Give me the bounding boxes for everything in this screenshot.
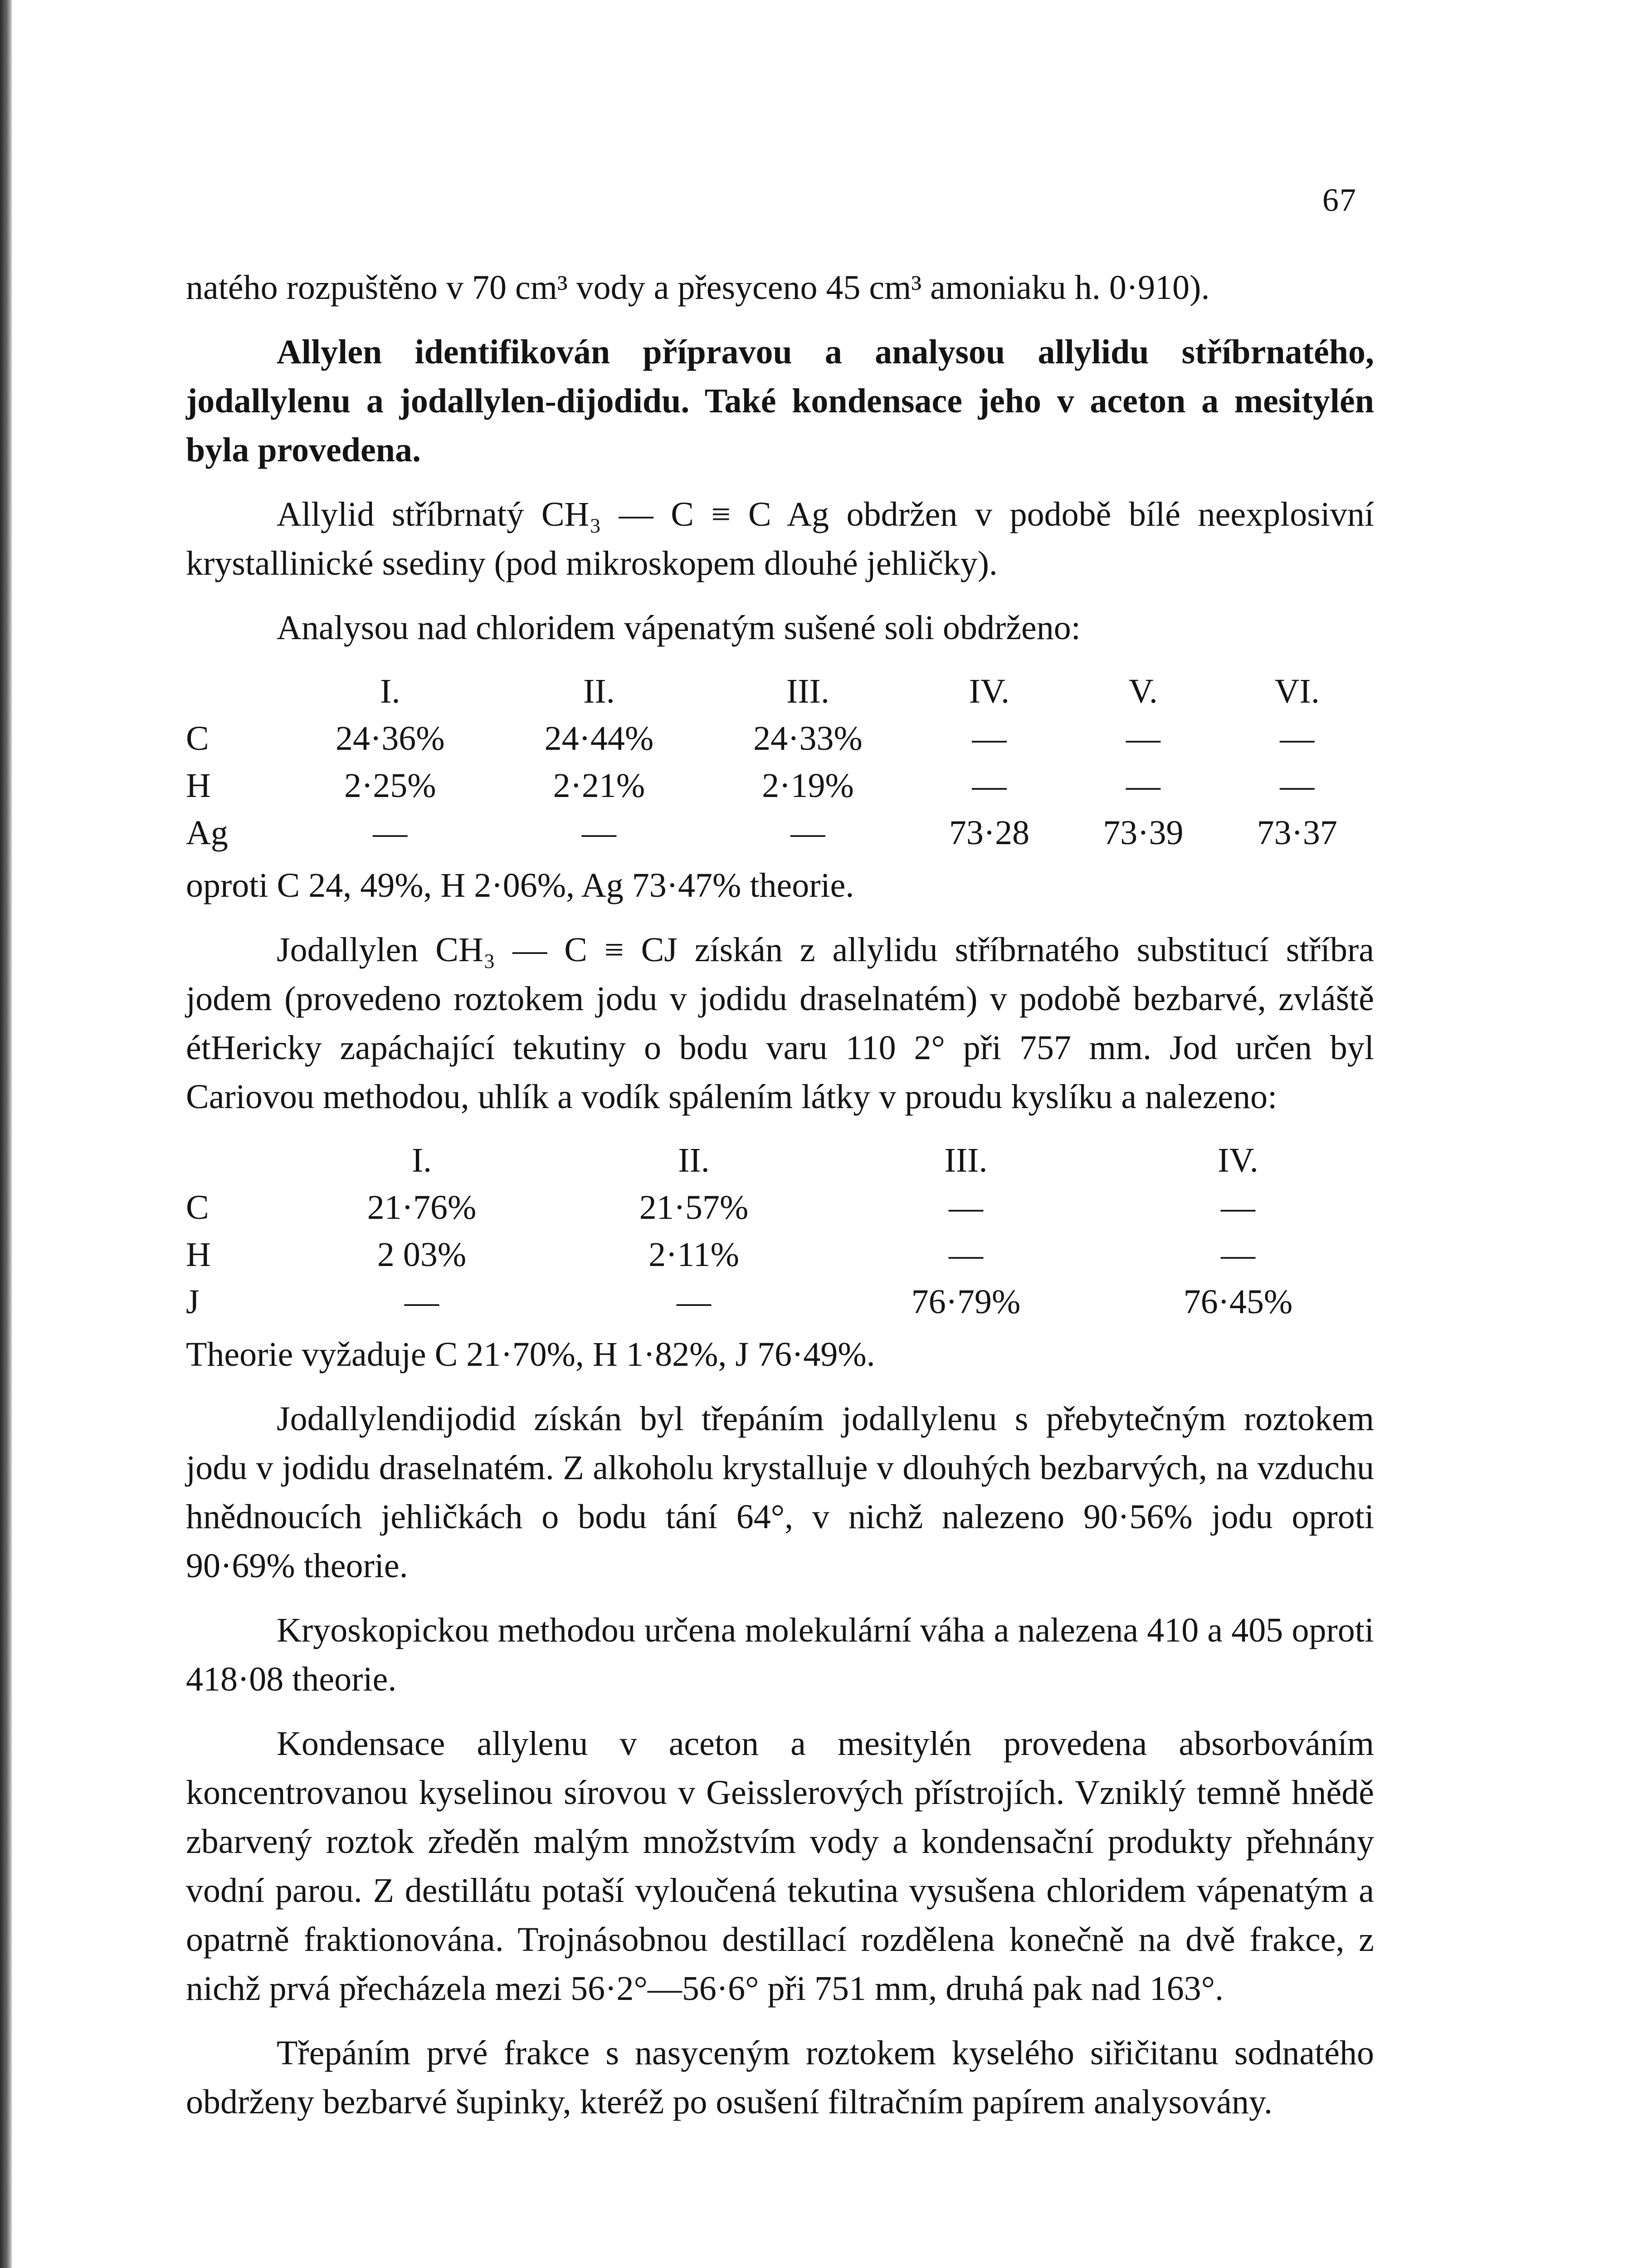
paragraph-first-fraction: Třepáním prvé frakce s nasyceným roztokem kyselého siřičitanu sodnatého obdrženy bezbarvé šupinky, kteréž po osušení filtračním papírem analysovány. xyxy=(186,2034,1374,2121)
table-header-row: I. II. III. IV. xyxy=(411,1141,1258,1179)
paragraph-theory-silver: oproti C 24, 49%, H 2·06%, Ag 73·47% theorie. xyxy=(186,866,854,904)
paragraph-allylid: Allylid stříbrnatý CH₃ — C ≡ C Ag obdržen v podobě bílé neexplosivní krystallinické ssediny (pod mikroskopem dlouhé jehličky). xyxy=(186,495,1374,582)
table-row: Ag — — — 73·28 73·39 73·37 xyxy=(186,814,1337,852)
analysis-table-allylid xyxy=(186,668,1374,856)
paragraph-condensation: Kondensace allylenu v aceton a mesitylén provedena absorbováním koncentrovanou kyselinou sírovou v Geisslerových přístrojích. Vzniklý temně hnědě zbarvený roztok zředěn malým množstvím vody a kondensační produkty přehnány vodní parou. Z destillátu potaší vyloučená tekutina vysušena chloridem vápenatým a opatrně fraktionována. Trojnásobnou destillací rozdělena konečně na dvě frakce, z nichž prvá přecházela mezi 56·2°—56·6° při 751 mm, druhá pak nad 163°. xyxy=(186,1725,1374,2008)
table-row: J — — 76·79% 76·45% xyxy=(186,1283,1293,1321)
table-row: C 21·76% 21·57% — — xyxy=(186,1188,1255,1227)
paragraph-jodallylen: Jodallylen CH₃ — C ≡ CJ získán z allylidu stříbrnatého substitucí stříbra jodem (provedeno roztokem jodu v jodidu draselnatém) v podobě bezbarvé, zvláště étHericky zapáchající tekutiny o bodu varu 110 2° při 757 mm. Jod určen byl Cariovou methodou, uhlík a vodík spálením látky v proudu kyslíku a nalezeno: xyxy=(186,931,1374,1116)
paragraph-allylen-identification: Allylen identifikován přípravou a analysou allylidu stříbrnatého, jodallylenu a jodallylen-dijodidu. Také kondensace jeho v aceton a mesitylén byla provedena. xyxy=(186,333,1374,469)
paragraph-continuation: natého rozpuštěno v 70 cm³ vody a přesyceno 45 cm³ amoniaku h. 0·910). xyxy=(186,269,1210,307)
page-number: 67 xyxy=(1322,182,1357,218)
table-row: H 2 03% 2·11% — — xyxy=(186,1236,1255,1274)
table-row: H 2·25% 2·21% 2·19% — — — xyxy=(186,767,1315,805)
analysis-table-jodallylen xyxy=(186,1137,1374,1325)
paragraph-cryoscopy: Kryoskopickou methodou určena molekulární váha a nalezena 410 a 405 oproti 418·08 theorie. xyxy=(186,1611,1374,1698)
page-spine-shadow xyxy=(0,0,12,2268)
page-body xyxy=(186,263,1374,2142)
paragraph-jodallylendijodid: Jodallylendijodid získán byl třepáním jodallylenu s přebytečným roztokem jodu v jodidu draselnatém. Z alkoholu krystalluje v dlouhých bezbarvých, na vzduchu hnědnoucích jehličkách o bodu tání 64°, v nichž nalezeno 90·56% jodu oproti 90·69% theorie. xyxy=(186,1400,1374,1585)
paragraph-theory-iodine: Theorie vyžaduje C 21·70%, H 1·82%, J 76·49%. xyxy=(186,1335,875,1374)
table-header-row: I. II. III. IV. V. VI. xyxy=(380,672,1320,710)
paragraph-analysis-intro: Analysou nad chloridem vápenatým sušené soli obdrženo: xyxy=(277,609,1081,647)
table-row: C 24·36% 24·44% 24·33% — — — xyxy=(186,719,1315,758)
